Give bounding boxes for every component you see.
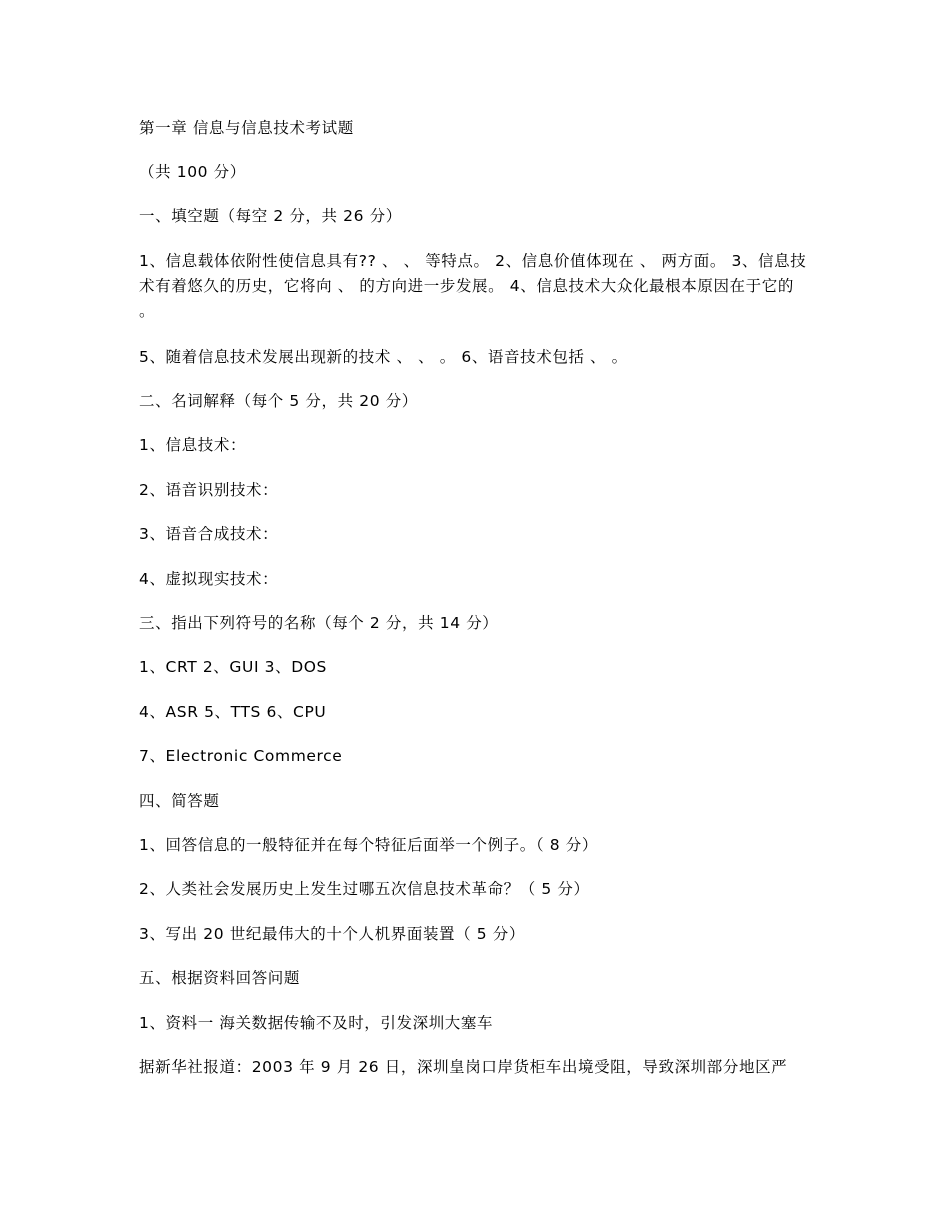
question-text: 1、信息技术： (139, 436, 247, 454)
question-text: 1、CRT 2、GUI 3、DOS (139, 658, 327, 676)
section-heading: 一、填空题（每空 2 分，共 26 分） (139, 207, 402, 225)
section-heading: 五、根据资料回答问题 (139, 969, 301, 987)
question-text: 1、信息载体依附性使信息具有?? 、 、 等特点。 2、信息价值体现在 、 两方面。 3、信息技术有着悠久的历史，它将向 、 的方向进一步发展。 4、信息技术大众化最根本原因在于它的 。 (139, 252, 807, 320)
question-text: 5、随着信息技术发展出现新的技术 、 、 。 6、语音技术包括 、 。 (139, 348, 628, 366)
question-text: 2、语音识别技术： (139, 481, 279, 499)
section-heading: 三、指出下列符号的名称（每个 2 分，共 14 分） (139, 614, 499, 632)
section-heading: 四、简答题 (139, 792, 220, 810)
question-text: 2、人类社会发展历史上发生过哪五次信息技术革命？（ 5 分） (139, 880, 590, 898)
section-heading: 二、名词解释（每个 5 分，共 20 分） (139, 392, 418, 410)
question-text: 1、资料一 海关数据传输不及时，引发深圳大塞车 (139, 1014, 494, 1032)
body-paragraph: 据新华社报道：2003 年 9 月 26 日，深圳皇岗口岸货柜车出境受阻，导致深圳部分地区严 (139, 1058, 788, 1076)
total-score: （共 100 分） (139, 163, 246, 181)
question-text: 4、虚拟现实技术： (139, 570, 279, 588)
question-text: 3、语音合成技术： (139, 525, 279, 543)
question-text: 1、回答信息的一般特征并在每个特征后面举一个例子。（ 8 分） (139, 836, 598, 854)
question-text: 7、Electronic Commerce (139, 747, 343, 765)
question-text: 3、写出 20 世纪最伟大的十个人机界面装置（ 5 分） (139, 925, 525, 943)
document-title: 第一章 信息与信息技术考试题 (139, 119, 354, 137)
question-text: 4、ASR 5、TTS 6、CPU (139, 703, 327, 721)
